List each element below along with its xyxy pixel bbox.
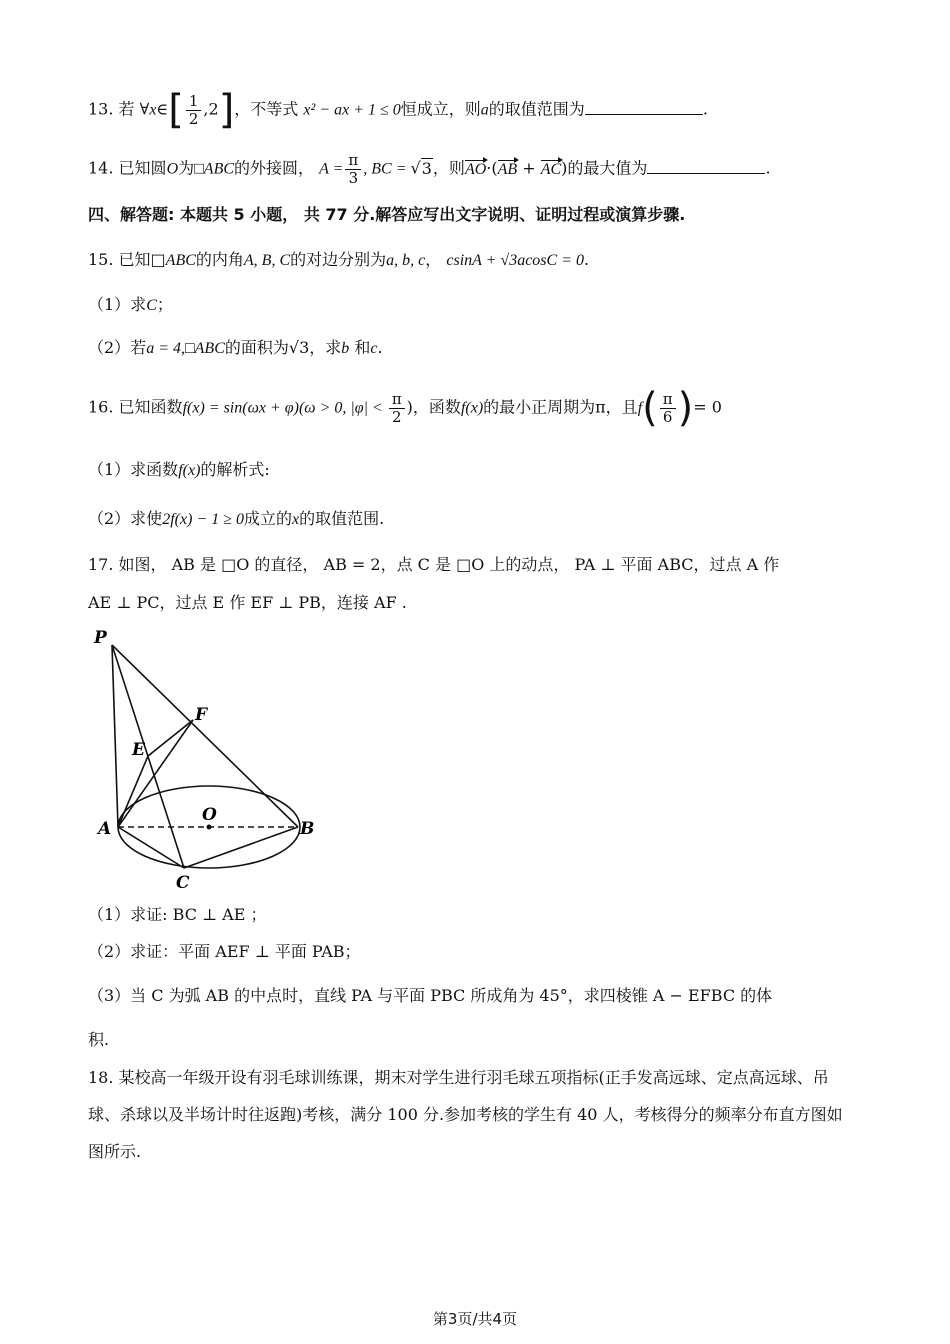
question-17-line2: AE ⊥ PC，过点 E 作 EF ⊥ PB，连接 AF . [88, 593, 407, 612]
q15-dot: . [584, 250, 590, 269]
q15-p1-end: ； [156, 295, 173, 314]
q16-f: f [637, 399, 643, 417]
q16-period: π [595, 397, 606, 417]
q17-part1: （1）求证: BC ⊥ AE ； [88, 905, 267, 924]
q13-mid: ，不等式 [234, 99, 299, 119]
label-C: C [176, 873, 190, 893]
question-14: 14. 已知圆O为□ABC的外接圆， A = $\frac{\pi}{3}$ , BC = √3，则AO·(AB + AC)的最大值为 . [88, 151, 771, 187]
q16-p2-x: x [291, 511, 300, 528]
q16-p1-end: 的解析式: [200, 460, 270, 479]
q14-triangle: □ABC [194, 160, 235, 178]
right-bracket: ] [218, 87, 235, 133]
q13-interval-end: ,2 [203, 99, 219, 119]
q14-text3: 的外接圆， [234, 158, 315, 178]
q15-sides: a, b, c [386, 252, 426, 269]
q15-angles: A, B, C [243, 252, 291, 269]
question-13 [88, 87, 708, 133]
q14-vector-AO: AO [464, 160, 487, 178]
q15-equation: csinA + √3acosC = 0 [446, 252, 584, 269]
answer-blank-13 [585, 100, 703, 115]
q15-p1-var: C [146, 297, 157, 314]
geometry-figure [86, 628, 326, 897]
q13-inequality: x² − ax + 1 ≤ 0 [303, 101, 401, 119]
edge-AC [118, 827, 184, 868]
q16-fx: f(x) [460, 399, 484, 417]
page-footer: 第3页/共4页 [432, 1310, 518, 1328]
label-B: B [300, 819, 315, 839]
q16-p1-text: （1）求函数 [88, 460, 179, 479]
q17-part2: （2）求证：平面 AEF ⊥ 平面 PAB； [88, 942, 361, 961]
q15-text3: 的对边分别为 [290, 250, 387, 269]
q13-ask: 的取值范围为 [488, 99, 585, 119]
q16-p2-mid: 成立的 [243, 509, 292, 528]
q16-close: ) [406, 397, 413, 417]
q14-close: ) [561, 158, 568, 178]
q15-number: 15. [88, 250, 114, 269]
q14-fraction: $\frac{\pi}{3}$ [345, 152, 361, 186]
q14-end: . [765, 158, 771, 178]
label-O: O [202, 805, 217, 825]
q15-p2-end: . [377, 338, 383, 357]
left-bracket: [ [168, 87, 184, 133]
label-F: F [195, 705, 208, 725]
q15-text2: 的内角 [195, 250, 244, 269]
q13-end: . [702, 99, 708, 119]
q15-comma: ， [425, 250, 442, 269]
q13-fraction: $\frac{1}{2}$ [186, 93, 202, 127]
q15-part1 [88, 295, 173, 317]
question-18-line2: 球、杀球以及半场计时往返跑)考核，满分 100 分.参加考核的学生有 40 人，考核得分的频率分布直方图如 [88, 1105, 843, 1124]
q13-number: 13. [88, 99, 114, 119]
edge-PA [112, 645, 118, 827]
q14-text2: 为 [178, 158, 195, 178]
question-17-line1: 17. 如图， AB 是 □O 的直径， AB = 2，点 C 是 □O 上的动点， PA ⊥ 平面 ABC，过点 A 作 [88, 555, 780, 574]
q14-bc: , BC = [363, 160, 411, 178]
label-A: A [98, 819, 112, 839]
q14-O: O [166, 160, 179, 178]
q16-left-paren: ( [642, 385, 658, 431]
q15-p2-mid: 的面积为 [224, 338, 289, 357]
q14-text5: 的最大值为 [567, 158, 648, 178]
q15-part2 [88, 338, 383, 360]
q15-p2-c: c [370, 340, 378, 357]
answer-blank-14 [647, 159, 765, 174]
q15-p2-and: 和 [354, 338, 371, 357]
q14-text1: 已知圆 [118, 158, 167, 178]
q17-part3-cont: 积. [88, 1030, 110, 1049]
q16-text2: ，函数 [412, 397, 461, 417]
q16-cond: (ω > 0, |φ| < [298, 399, 387, 417]
q13-var: a [480, 101, 489, 119]
q16-p2-ineq: 2f(x) − 1 ≥ 0 [162, 511, 244, 528]
q14-dot: ·( [486, 158, 498, 178]
q15-p2-text: （2）若 [88, 338, 147, 357]
q15-ABC: ABC [165, 252, 196, 269]
q15-p2-area: √3 [288, 338, 310, 357]
q14-text4: ，则 [432, 158, 465, 178]
edge-AF [118, 720, 193, 827]
q17-part3: （3）当 C 为弧 AB 的中点时，直线 PA 与平面 PBC 所成角为 45°，求四棱锥 A − EFBC 的体 [88, 986, 773, 1005]
q16-func: f(x) = sin(ωx + φ) [182, 399, 299, 417]
q14-vector-AC: AC [540, 160, 562, 178]
q13-post: 恒成立，则 [400, 99, 481, 119]
question-18-line1: 18. 某校高一年级开设有羽毛球训练课，期末对学生进行羽毛球五项指标(正手发高远球、定点高远球、吊 [88, 1068, 829, 1087]
q16-eq0: = 0 [693, 397, 722, 417]
q16-p1-fx: f(x) [178, 462, 201, 479]
q16-fraction-pi2: $\frac{\pi}{2}$ [389, 391, 405, 425]
label-E: E [132, 740, 145, 760]
q14-number: 14. [88, 158, 114, 178]
q15-p2-cond: a = 4,□ABC [146, 340, 225, 357]
center-O [207, 825, 212, 830]
q16-text1: 已知函数 [118, 397, 183, 417]
q14-vector-AB: AB [497, 160, 518, 178]
edge-CB [184, 827, 298, 868]
q16-part2 [88, 509, 384, 531]
pyramid-diagram [86, 628, 326, 893]
question-15 [88, 250, 589, 272]
q13-pre: 若 [118, 99, 135, 119]
q16-number: 16. [88, 397, 114, 417]
question-18-line3: 图所示. [88, 1142, 142, 1161]
q16-text4: ，且 [605, 397, 638, 417]
q16-fraction-pi6: $\frac{\pi}{6}$ [660, 391, 676, 425]
q16-text3: 的最小正周期为 [483, 397, 596, 417]
question-16 [88, 385, 722, 431]
q14-plus: + [517, 158, 541, 178]
q16-p2-end: 的取值范围. [299, 509, 385, 528]
q15-p1-text: （1）求 [88, 295, 147, 314]
q15-p2-b: b [341, 340, 350, 357]
label-P: P [94, 628, 107, 648]
q14-A-eq: A = [319, 160, 344, 178]
section-heading: 四、解答题: 本题共 5 小题， 共 77 分.解答应写出文字说明、证明过程或演算步骤. [88, 205, 686, 224]
q15-p2-ask: ，求 [309, 338, 342, 357]
q16-part1 [88, 460, 270, 482]
q15-text1: 已知□ [118, 250, 166, 269]
q14-sqrt3: 3 [421, 158, 432, 178]
q13-forall: ∀x∈ [139, 101, 169, 119]
q16-p2-text: （2）求使 [88, 509, 163, 528]
q16-right-paren: ) [677, 385, 694, 431]
